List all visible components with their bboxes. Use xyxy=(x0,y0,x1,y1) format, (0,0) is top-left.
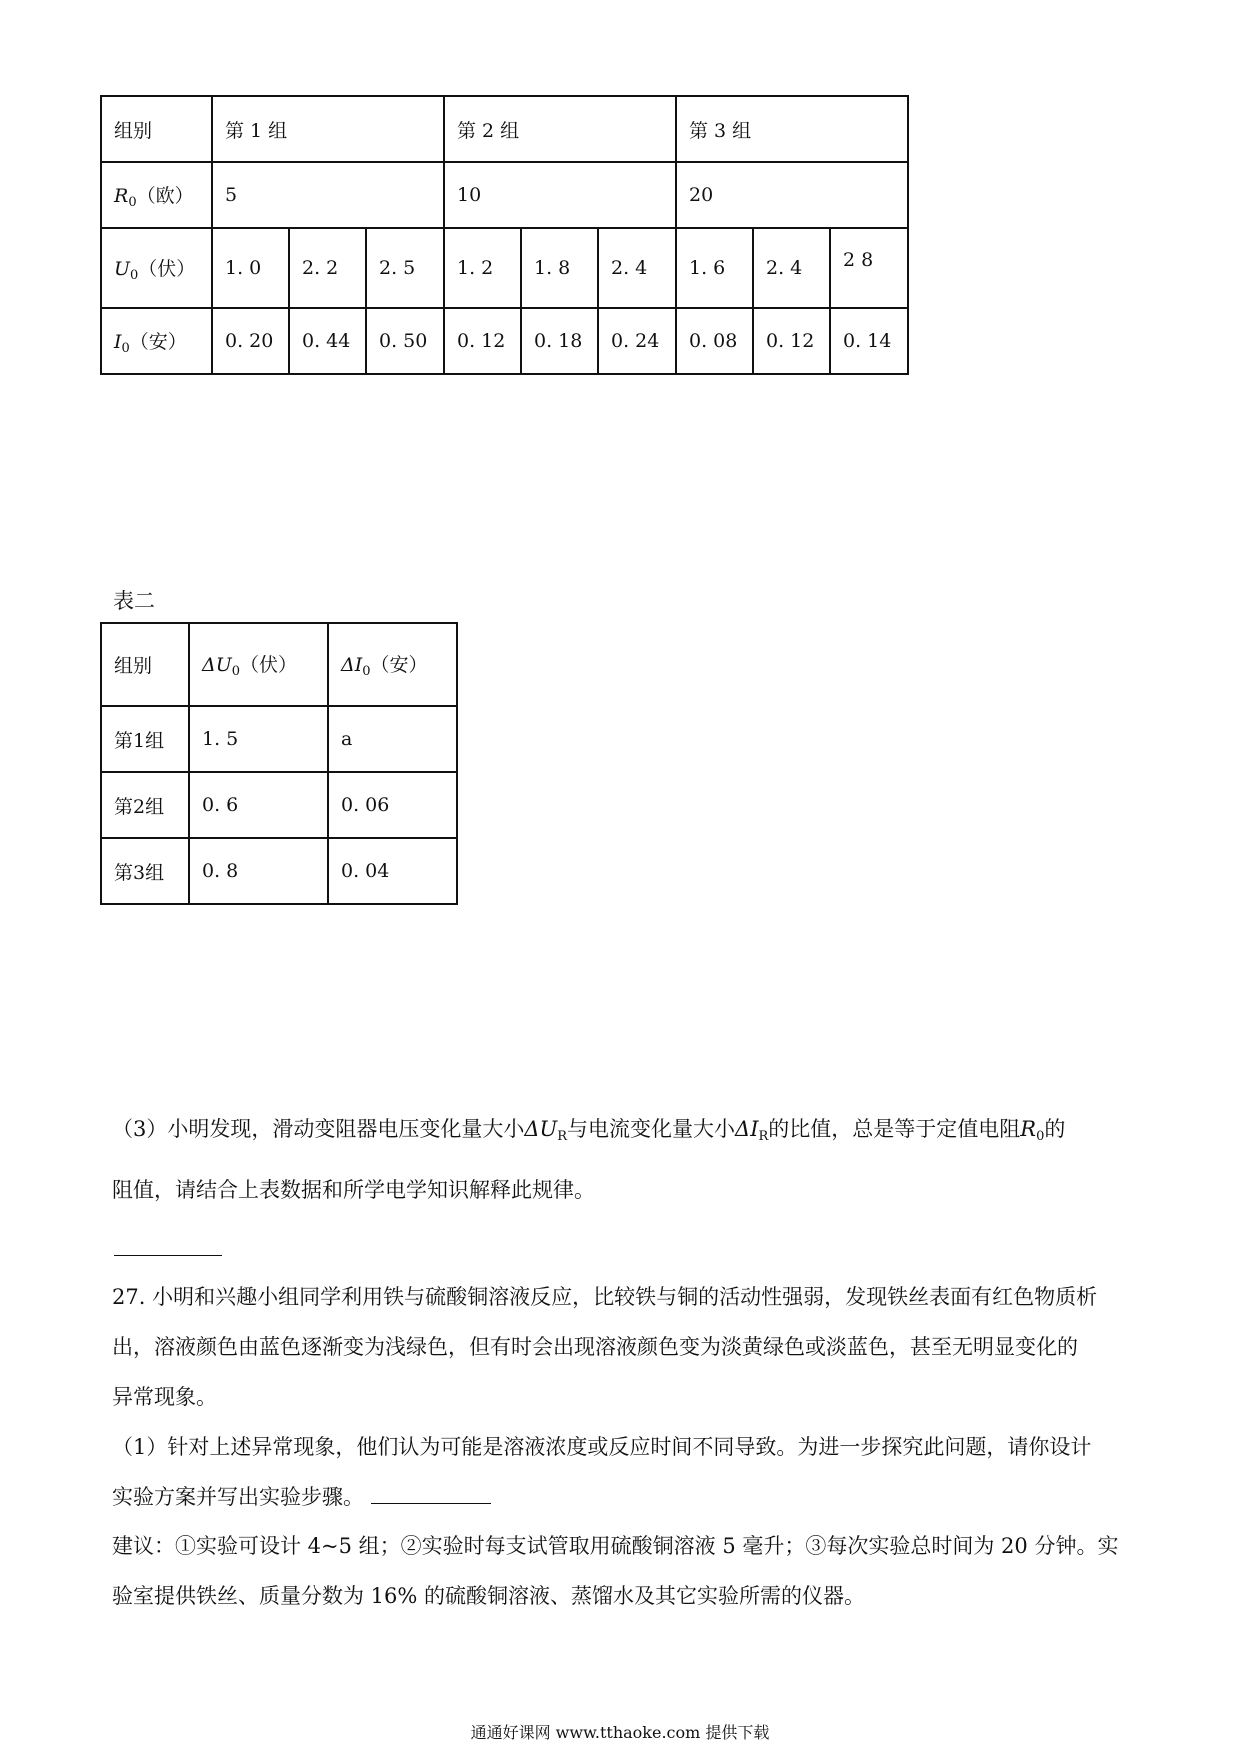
table2-di-cell: a xyxy=(328,706,457,772)
table1-i0-cell: 0. 08 xyxy=(676,308,753,374)
table1-u0-cell: 2. 4 xyxy=(598,228,676,308)
table1-u0-row xyxy=(101,228,908,308)
question-3: （3）小明发现，滑动变阻器电压变化量大小$\Delta U_R$与电流变化量大小$\Delta I_R$的比值，总是等于定值电阻$R_0$的 xyxy=(112,1117,1066,1144)
question-27-line3: 异常现象。 xyxy=(112,1385,217,1409)
table1-r0-value: 10 xyxy=(444,162,676,228)
table1-u0-cell: 1. 2 xyxy=(444,228,521,308)
question-27-line1: 27. 小明和兴趣小组同学利用铁与硫酸铜溶液反应，比较铁与铜的活动性强弱，发现铁丝表面有红色物质析 xyxy=(112,1285,1098,1309)
question-3-line2: 阻值，请结合上表数据和所学电学知识解释此规律。 xyxy=(112,1178,595,1202)
question-27-advice-line1: 建议：①实验可设计 4~5 组；②实验时每支试管取用硫酸铜溶液 5 毫升；③每次实验总时间为 20 分钟。实 xyxy=(112,1534,1119,1558)
table1-i0-cell: 0. 20 xyxy=(212,308,289,374)
table2-di-cell: 0. 06 xyxy=(328,772,457,838)
question-27-line2: 出，溶液颜色由蓝色逐渐变为浅绿色，但有时会出现溶液颜色变为淡黄绿色或淡蓝色，甚至无明显变化的 xyxy=(112,1335,1078,1359)
table-row xyxy=(101,706,457,772)
page-footer: 通通好课网 www.tthaoke.com 提供下载 xyxy=(470,1723,770,1742)
data-table-1 xyxy=(100,95,909,375)
table1-r0-value: 20 xyxy=(676,162,908,228)
table1-u0-cell: 2. 4 xyxy=(753,228,830,308)
table1-u0-label: $U_0$（伏） xyxy=(101,228,212,308)
table1-group-1: 第 1 组 xyxy=(212,96,444,162)
table1-group-label: 组别 xyxy=(101,96,212,162)
answer-blank xyxy=(114,1255,222,1256)
table2-col-di: $\Delta I_0$（安） xyxy=(328,623,457,706)
table1-r0-label: $R_0$（欧） xyxy=(101,162,212,228)
table1-u0-cell: 2. 5 xyxy=(366,228,444,308)
table1-u0-cell: 1. 8 xyxy=(521,228,598,308)
table1-u0-cell: 2 8 xyxy=(830,228,908,308)
table1-i0-cell: 0. 44 xyxy=(289,308,366,374)
table1-header-row xyxy=(101,96,908,162)
table2-caption: 表二 xyxy=(113,589,155,613)
table1-r0-value: 5 xyxy=(212,162,444,228)
table1-i0-cell: 0. 12 xyxy=(444,308,521,374)
table2-group-cell: 第1组 xyxy=(101,706,189,772)
data-table-2 xyxy=(100,622,458,905)
table2-group-cell: 第2组 xyxy=(101,772,189,838)
table2-header-row xyxy=(101,623,457,706)
table2-group-cell: 第3组 xyxy=(101,838,189,904)
table2-di-cell: 0. 04 xyxy=(328,838,457,904)
table2-col-du: $\Delta U_0$（伏） xyxy=(189,623,328,706)
table2-col-group: 组别 xyxy=(101,623,189,706)
table1-r0-row xyxy=(101,162,908,228)
table1-i0-cell: 0. 50 xyxy=(366,308,444,374)
question-27-advice-line2: 验室提供铁丝、质量分数为 16% 的硫酸铜溶液、蒸馏水及其它实验所需的仪器。 xyxy=(112,1584,866,1608)
table1-i0-row xyxy=(101,308,908,374)
table1-i0-label: $I_0$（安） xyxy=(101,308,212,374)
table1-u0-cell: 2. 2 xyxy=(289,228,366,308)
table1-i0-cell: 0. 12 xyxy=(753,308,830,374)
table1-u0-cell: 1. 0 xyxy=(212,228,289,308)
table-row xyxy=(101,772,457,838)
table1-u0-cell: 1. 6 xyxy=(676,228,753,308)
table1-group-3: 第 3 组 xyxy=(676,96,908,162)
table1-i0-cell: 0. 24 xyxy=(598,308,676,374)
question-27-sub1-line2: 实验方案并写出实验步骤。 xyxy=(112,1473,1132,1521)
table1-group-2: 第 2 组 xyxy=(444,96,676,162)
table2-du-cell: 0. 8 xyxy=(189,838,328,904)
table1-i0-cell: 0. 18 xyxy=(521,308,598,374)
question-27-sub1-line1: （1）针对上述异常现象，他们认为可能是溶液浓度或反应时间不同导致。为进一步探究此问题，请你设计 xyxy=(112,1435,1092,1459)
table2-du-cell: 0. 6 xyxy=(189,772,328,838)
answer-blank xyxy=(371,1479,491,1504)
table2-du-cell: 1. 5 xyxy=(189,706,328,772)
table-row xyxy=(101,838,457,904)
table1-i0-cell: 0. 14 xyxy=(830,308,908,374)
